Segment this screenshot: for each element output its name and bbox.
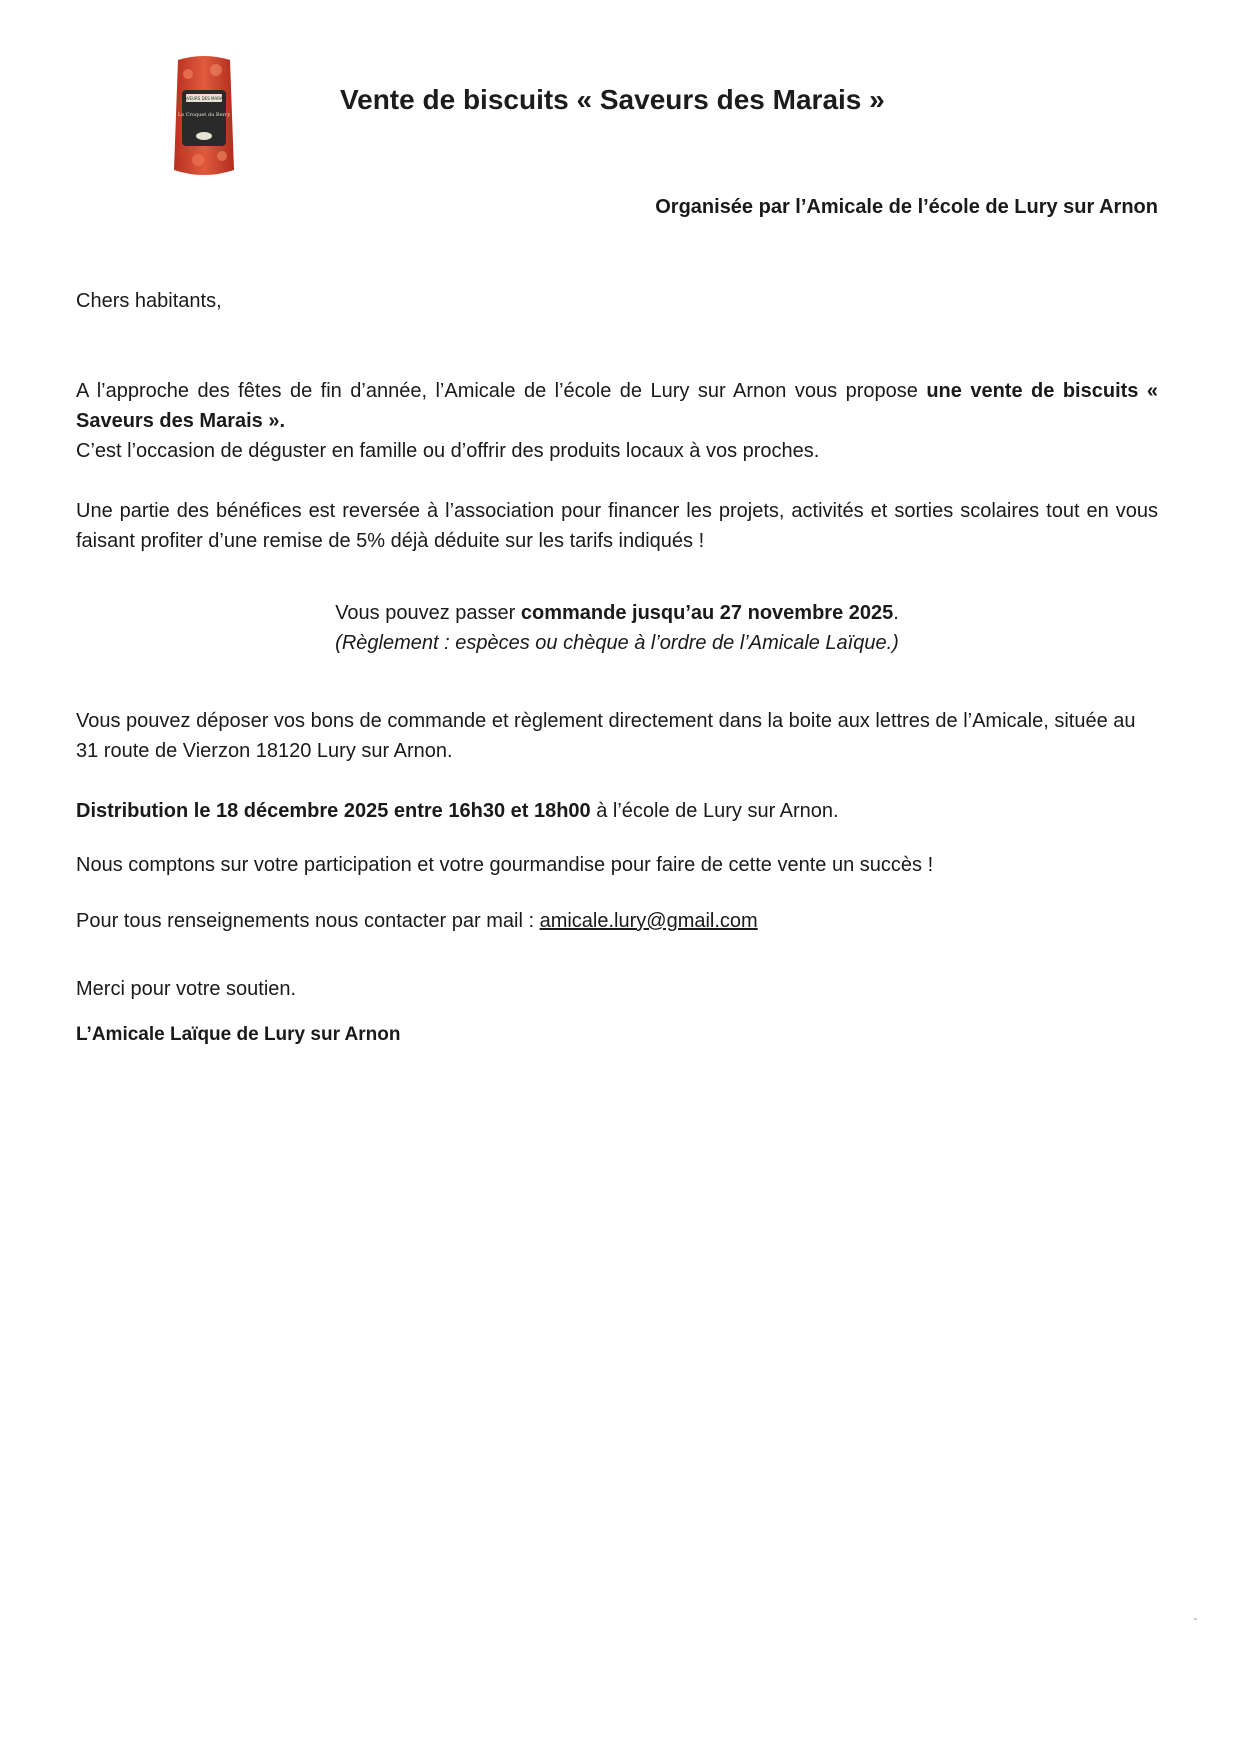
email-link[interactable]: amicale.lury@gmail.com	[539, 910, 758, 932]
bag-label-product: Le Croquet du Berry	[177, 112, 231, 118]
bag-label-brand: SAVEURS DES MARAIS	[181, 96, 227, 101]
deposit-paragraph: Vous pouvez déposer vos bons de commande et règlement directement dans la boite aux lettres de l’Amicale, située au 31 route de Vierzon 18120 Lury sur Arnon.	[76, 710, 1136, 762]
page-title: Vente de biscuits « Saveurs des Marais »	[340, 84, 885, 115]
distribution-date: Distribution le 18 décembre 2025 entre 16h30 et 18h00	[76, 800, 591, 822]
biscuit-bag-image	[168, 52, 240, 182]
contact-text: Pour tous renseignements nous contacter par mail :	[76, 910, 540, 932]
contact-paragraph	[76, 906, 1158, 936]
order-period: .	[893, 602, 899, 624]
distribution-place: à l’école de Lury sur Arnon.	[590, 800, 839, 822]
order-paragraph	[76, 598, 1158, 658]
order-deadline: commande jusqu’au 27 novembre 2025	[520, 602, 894, 624]
counting-paragraph: Nous comptons sur votre participation et votre gourmandise pour faire de cette vente un succès !	[76, 854, 934, 876]
greeting: Chers habitants,	[76, 290, 222, 312]
scan-artifact	[1194, 1618, 1197, 1620]
thanks-line: Merci pour votre soutien.	[76, 978, 297, 1000]
order-text: Vous pouvez passer	[335, 602, 521, 624]
distribution-paragraph	[76, 796, 1158, 826]
organizer-line: Organisée par l’Amicale de l’école de Lury sur Arnon	[655, 196, 1158, 218]
intro-bold-text: une vente de biscuits « Saveurs des Marais ».	[76, 380, 1158, 432]
intro-paragraph	[76, 376, 1158, 466]
intro-text: A l’approche des fêtes de fin d’année, l’Amicale de l’école de Lury sur Arnon vous propose	[76, 380, 927, 402]
signature: L’Amicale Laïque de Lury sur Arnon	[76, 1024, 401, 1045]
intro-sentence	[76, 376, 1158, 436]
benefits-paragraph: Une partie des bénéfices est reversée à l’association pour financer les projets, activités et sorties scolaires tout en vous faisant profiter d’une remise de 5% déjà déduite sur les tarifs indiqués !	[76, 500, 1158, 552]
order-deadline-line	[76, 598, 1158, 628]
payment-note: (Règlement : espèces ou chèque à l’ordre de l’Amicale Laïque.)	[335, 632, 899, 654]
intro-line-2: C’est l’occasion de déguster en famille ou d’offrir des produits locaux à vos proches.	[76, 440, 820, 462]
